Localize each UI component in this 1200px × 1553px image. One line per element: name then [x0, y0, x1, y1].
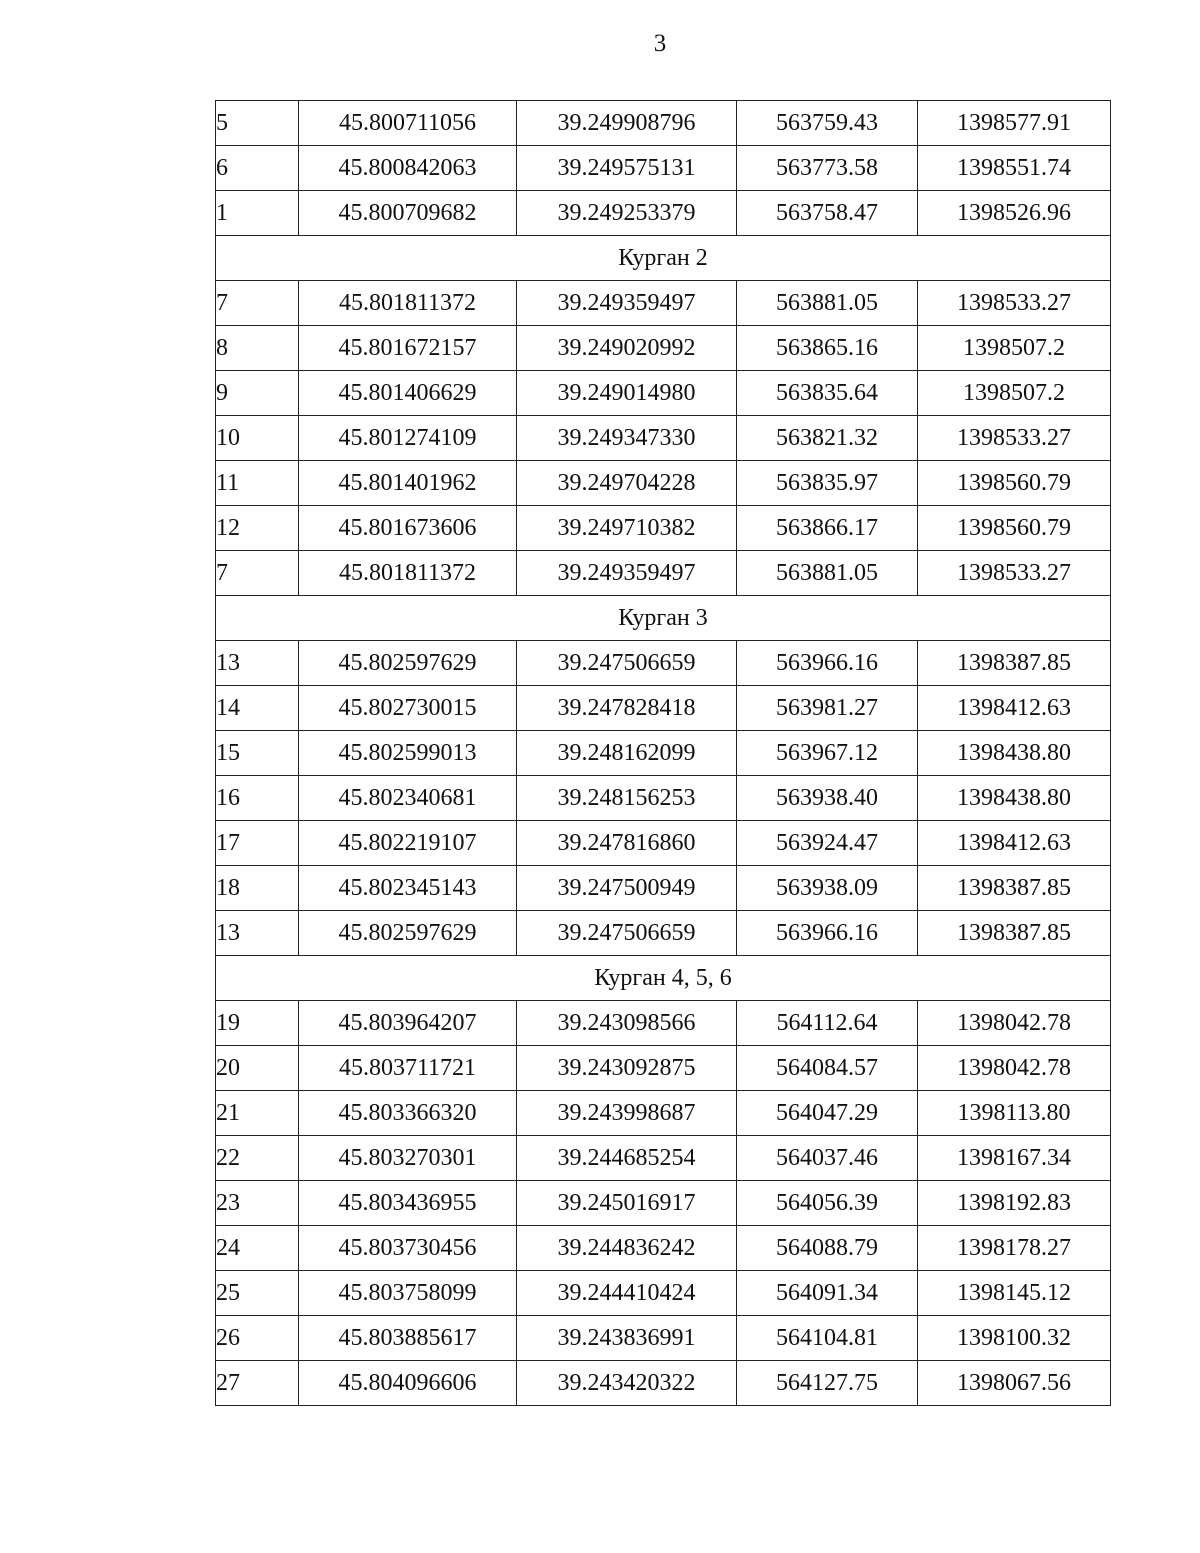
point-number-cell: 26 [216, 1316, 299, 1361]
point-number-cell: 13 [216, 911, 299, 956]
latitude-cell: 45.800709682 [299, 191, 517, 236]
section-title: Курган 2 [216, 236, 1111, 281]
x-coordinate-cell: 563821.32 [737, 416, 918, 461]
point-number-cell: 13 [216, 641, 299, 686]
longitude-cell: 39.249347330 [517, 416, 737, 461]
x-coordinate-cell: 564047.29 [737, 1091, 918, 1136]
latitude-cell: 45.803366320 [299, 1091, 517, 1136]
y-coordinate-cell: 1398113.80 [918, 1091, 1111, 1136]
table-row [216, 371, 1111, 416]
longitude-cell: 39.244685254 [517, 1136, 737, 1181]
latitude-cell: 45.800842063 [299, 146, 517, 191]
section-row [216, 956, 1111, 1001]
latitude-cell: 45.803885617 [299, 1316, 517, 1361]
point-number-cell: 1 [216, 191, 299, 236]
longitude-cell: 39.249359497 [517, 551, 737, 596]
table-row [216, 326, 1111, 371]
x-coordinate-cell: 563835.97 [737, 461, 918, 506]
point-number-cell: 21 [216, 1091, 299, 1136]
table-row [216, 551, 1111, 596]
latitude-cell: 45.803436955 [299, 1181, 517, 1226]
longitude-cell: 39.249014980 [517, 371, 737, 416]
table-row [216, 1226, 1111, 1271]
y-coordinate-cell: 1398526.96 [918, 191, 1111, 236]
section-row [216, 596, 1111, 641]
y-coordinate-cell: 1398412.63 [918, 686, 1111, 731]
x-coordinate-cell: 564084.57 [737, 1046, 918, 1091]
x-coordinate-cell: 563938.09 [737, 866, 918, 911]
page-number: 3 [653, 30, 667, 57]
x-coordinate-cell: 563924.47 [737, 821, 918, 866]
latitude-cell: 45.801811372 [299, 551, 517, 596]
x-coordinate-cell: 563938.40 [737, 776, 918, 821]
x-coordinate-cell: 563981.27 [737, 686, 918, 731]
point-number-cell: 12 [216, 506, 299, 551]
point-number-cell: 6 [216, 146, 299, 191]
y-coordinate-cell: 1398560.79 [918, 506, 1111, 551]
coordinates-table-body [216, 101, 1111, 1406]
latitude-cell: 45.802599013 [299, 731, 517, 776]
table-row [216, 911, 1111, 956]
latitude-cell: 45.802597629 [299, 641, 517, 686]
point-number-cell: 14 [216, 686, 299, 731]
x-coordinate-cell: 563835.64 [737, 371, 918, 416]
x-coordinate-cell: 563967.12 [737, 731, 918, 776]
table-row [216, 1046, 1111, 1091]
latitude-cell: 45.802730015 [299, 686, 517, 731]
table-row [216, 416, 1111, 461]
point-number-cell: 20 [216, 1046, 299, 1091]
longitude-cell: 39.247506659 [517, 911, 737, 956]
table-row [216, 731, 1111, 776]
y-coordinate-cell: 1398507.2 [918, 371, 1111, 416]
x-coordinate-cell: 564127.75 [737, 1361, 918, 1406]
y-coordinate-cell: 1398042.78 [918, 1046, 1111, 1091]
point-number-cell: 18 [216, 866, 299, 911]
y-coordinate-cell: 1398167.34 [918, 1136, 1111, 1181]
longitude-cell: 39.243420322 [517, 1361, 737, 1406]
latitude-cell: 45.802219107 [299, 821, 517, 866]
x-coordinate-cell: 564056.39 [737, 1181, 918, 1226]
y-coordinate-cell: 1398438.80 [918, 776, 1111, 821]
x-coordinate-cell: 563881.05 [737, 551, 918, 596]
latitude-cell: 45.803758099 [299, 1271, 517, 1316]
coordinates-table [215, 100, 1111, 1406]
latitude-cell: 45.804096606 [299, 1361, 517, 1406]
table-row [216, 1271, 1111, 1316]
longitude-cell: 39.244410424 [517, 1271, 737, 1316]
latitude-cell: 45.801401962 [299, 461, 517, 506]
longitude-cell: 39.243998687 [517, 1091, 737, 1136]
x-coordinate-cell: 563758.47 [737, 191, 918, 236]
latitude-cell: 45.802345143 [299, 866, 517, 911]
y-coordinate-cell: 1398192.83 [918, 1181, 1111, 1226]
x-coordinate-cell: 564037.46 [737, 1136, 918, 1181]
point-number-cell: 24 [216, 1226, 299, 1271]
longitude-cell: 39.247506659 [517, 641, 737, 686]
longitude-cell: 39.249908796 [517, 101, 737, 146]
latitude-cell: 45.801672157 [299, 326, 517, 371]
longitude-cell: 39.245016917 [517, 1181, 737, 1226]
table-row [216, 1091, 1111, 1136]
y-coordinate-cell: 1398551.74 [918, 146, 1111, 191]
x-coordinate-cell: 563966.16 [737, 641, 918, 686]
point-number-cell: 7 [216, 551, 299, 596]
table-row [216, 776, 1111, 821]
latitude-cell: 45.803964207 [299, 1001, 517, 1046]
y-coordinate-cell: 1398100.32 [918, 1316, 1111, 1361]
y-coordinate-cell: 1398387.85 [918, 911, 1111, 956]
latitude-cell: 45.800711056 [299, 101, 517, 146]
longitude-cell: 39.249359497 [517, 281, 737, 326]
x-coordinate-cell: 564112.64 [737, 1001, 918, 1046]
x-coordinate-cell: 564088.79 [737, 1226, 918, 1271]
table-row [216, 866, 1111, 911]
longitude-cell: 39.249575131 [517, 146, 737, 191]
table-row [216, 1316, 1111, 1361]
table-row [216, 1361, 1111, 1406]
longitude-cell: 39.247816860 [517, 821, 737, 866]
y-coordinate-cell: 1398387.85 [918, 641, 1111, 686]
table-row [216, 281, 1111, 326]
point-number-cell: 19 [216, 1001, 299, 1046]
section-title: Курган 4, 5, 6 [216, 956, 1111, 1001]
latitude-cell: 45.801811372 [299, 281, 517, 326]
latitude-cell: 45.801673606 [299, 506, 517, 551]
longitude-cell: 39.247500949 [517, 866, 737, 911]
latitude-cell: 45.803711721 [299, 1046, 517, 1091]
y-coordinate-cell: 1398178.27 [918, 1226, 1111, 1271]
table-row [216, 101, 1111, 146]
table-row [216, 686, 1111, 731]
point-number-cell: 17 [216, 821, 299, 866]
y-coordinate-cell: 1398560.79 [918, 461, 1111, 506]
point-number-cell: 27 [216, 1361, 299, 1406]
point-number-cell: 9 [216, 371, 299, 416]
y-coordinate-cell: 1398412.63 [918, 821, 1111, 866]
point-number-cell: 25 [216, 1271, 299, 1316]
y-coordinate-cell: 1398507.2 [918, 326, 1111, 371]
longitude-cell: 39.248156253 [517, 776, 737, 821]
x-coordinate-cell: 563966.16 [737, 911, 918, 956]
point-number-cell: 5 [216, 101, 299, 146]
longitude-cell: 39.249704228 [517, 461, 737, 506]
y-coordinate-cell: 1398577.91 [918, 101, 1111, 146]
point-number-cell: 11 [216, 461, 299, 506]
y-coordinate-cell: 1398438.80 [918, 731, 1111, 776]
latitude-cell: 45.801274109 [299, 416, 517, 461]
x-coordinate-cell: 564104.81 [737, 1316, 918, 1361]
point-number-cell: 23 [216, 1181, 299, 1226]
latitude-cell: 45.803730456 [299, 1226, 517, 1271]
y-coordinate-cell: 1398067.56 [918, 1361, 1111, 1406]
y-coordinate-cell: 1398533.27 [918, 551, 1111, 596]
table-row [216, 1136, 1111, 1181]
x-coordinate-cell: 564091.34 [737, 1271, 918, 1316]
x-coordinate-cell: 563865.16 [737, 326, 918, 371]
table-row [216, 641, 1111, 686]
section-title: Курган 3 [216, 596, 1111, 641]
y-coordinate-cell: 1398145.12 [918, 1271, 1111, 1316]
latitude-cell: 45.801406629 [299, 371, 517, 416]
table-row [216, 1001, 1111, 1046]
section-row [216, 236, 1111, 281]
point-number-cell: 10 [216, 416, 299, 461]
table-row [216, 191, 1111, 236]
y-coordinate-cell: 1398042.78 [918, 1001, 1111, 1046]
longitude-cell: 39.249253379 [517, 191, 737, 236]
longitude-cell: 39.248162099 [517, 731, 737, 776]
table-row [216, 461, 1111, 506]
longitude-cell: 39.247828418 [517, 686, 737, 731]
latitude-cell: 45.802340681 [299, 776, 517, 821]
longitude-cell: 39.244836242 [517, 1226, 737, 1271]
y-coordinate-cell: 1398387.85 [918, 866, 1111, 911]
x-coordinate-cell: 563866.17 [737, 506, 918, 551]
point-number-cell: 22 [216, 1136, 299, 1181]
longitude-cell: 39.243098566 [517, 1001, 737, 1046]
table-row [216, 506, 1111, 551]
longitude-cell: 39.249710382 [517, 506, 737, 551]
y-coordinate-cell: 1398533.27 [918, 416, 1111, 461]
x-coordinate-cell: 563773.58 [737, 146, 918, 191]
table-row [216, 146, 1111, 191]
latitude-cell: 45.802597629 [299, 911, 517, 956]
table-row [216, 821, 1111, 866]
longitude-cell: 39.243092875 [517, 1046, 737, 1091]
point-number-cell: 15 [216, 731, 299, 776]
latitude-cell: 45.803270301 [299, 1136, 517, 1181]
x-coordinate-cell: 563759.43 [737, 101, 918, 146]
table-row [216, 1181, 1111, 1226]
y-coordinate-cell: 1398533.27 [918, 281, 1111, 326]
point-number-cell: 16 [216, 776, 299, 821]
longitude-cell: 39.249020992 [517, 326, 737, 371]
point-number-cell: 7 [216, 281, 299, 326]
x-coordinate-cell: 563881.05 [737, 281, 918, 326]
longitude-cell: 39.243836991 [517, 1316, 737, 1361]
point-number-cell: 8 [216, 326, 299, 371]
